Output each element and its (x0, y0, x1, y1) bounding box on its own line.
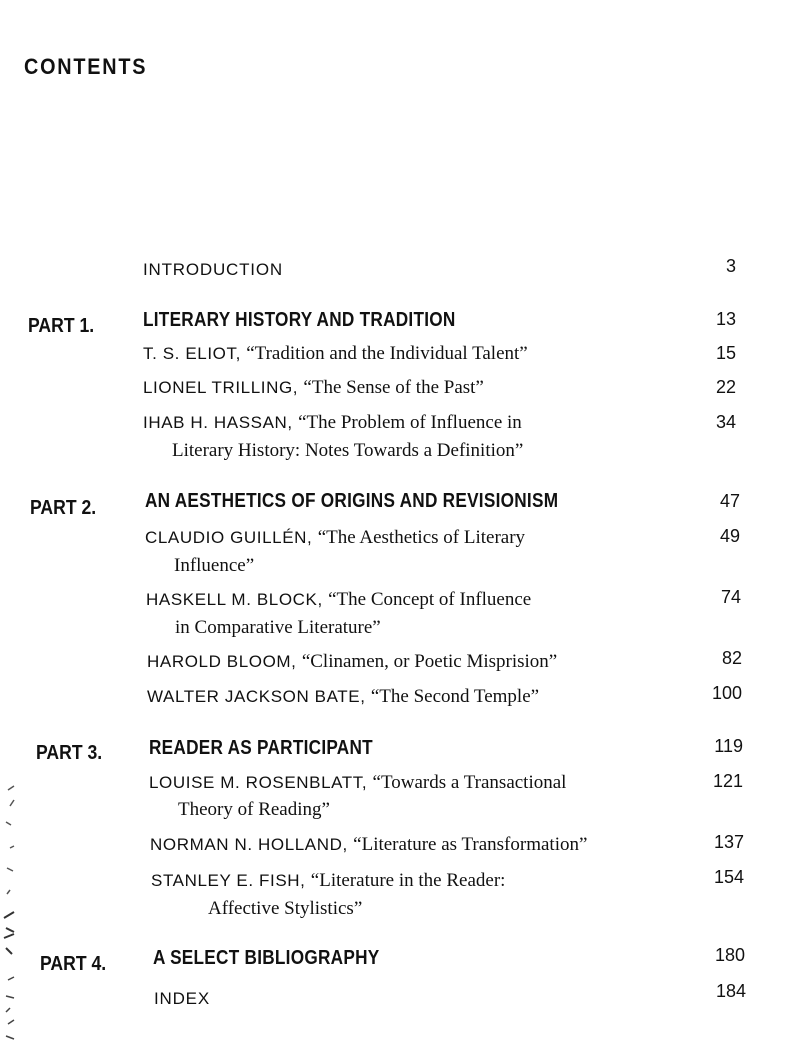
entry-title: “The Concept of Influence (328, 589, 532, 610)
entry-page: 137 (713, 832, 744, 852)
page-title: CONTENTS (24, 54, 148, 79)
entry-title-continued: in Comparative Literature” (175, 617, 381, 638)
toc-entry (151, 870, 505, 892)
entry-title: “The Problem of Influence in (298, 412, 522, 433)
part-3-page: 119 (714, 736, 743, 756)
entry-title-continued: Affective Stylistics” (208, 898, 363, 919)
part-4-title: A SELECT BIBLIOGRAPHY (153, 947, 380, 969)
part-2-page: 47 (719, 491, 740, 511)
entry-author: STANLEY E. FISH, (151, 871, 311, 890)
margin-pencil-marks (0, 770, 36, 1060)
part-1-label: PART 1. (28, 315, 95, 337)
entry-author: HAROLD BLOOM, (147, 652, 302, 671)
entry-page: 34 (715, 412, 736, 432)
toc-entry (149, 772, 566, 794)
entry-author: NORMAN N. HOLLAND, (150, 835, 354, 854)
entry-title: “The Second Temple” (370, 686, 540, 707)
entry-title: “Literature as Transformation” (353, 834, 588, 855)
toc-entry (145, 527, 525, 549)
entry-title-continued: Theory of Reading” (178, 799, 330, 820)
entry-page: 121 (712, 771, 743, 791)
introduction-label: INTRODUCTION (143, 260, 283, 279)
entry-title: “Towards a Transactional (372, 772, 567, 793)
entry-title: “Tradition and the Individual Talent” (246, 343, 528, 364)
toc-entry (147, 686, 539, 708)
entry-author: T. S. ELIOT, (143, 344, 247, 363)
entry-page: 74 (720, 587, 741, 607)
toc-entry (150, 834, 587, 856)
part-1-title: LITERARY HISTORY AND TRADITION (143, 309, 456, 331)
index-page: 184 (715, 981, 746, 1001)
toc-entry (143, 343, 528, 365)
entry-page: 22 (715, 377, 736, 397)
toc-entry (143, 412, 522, 434)
entry-page: 100 (711, 683, 742, 703)
toc-entry (147, 651, 557, 673)
part-3-title: READER AS PARTICIPANT (149, 737, 373, 759)
entry-author: WALTER JACKSON BATE, (147, 687, 371, 706)
entry-title: “The Sense of the Past” (303, 377, 484, 398)
entry-page: 82 (721, 648, 742, 668)
entry-title: “The Aesthetics of Literary (317, 527, 526, 548)
entry-page: 49 (719, 526, 740, 546)
part-2-label: PART 2. (30, 497, 97, 519)
part-3-label: PART 3. (36, 742, 103, 764)
entry-title-continued: Influence” (174, 555, 255, 576)
part-4-label: PART 4. (40, 953, 107, 975)
part-4-page: 180 (714, 945, 745, 965)
entry-author: CLAUDIO GUILLÉN, (145, 528, 318, 547)
entry-author: LOUISE M. ROSENBLATT, (149, 773, 373, 792)
entry-author: HASKELL M. BLOCK, (146, 590, 329, 609)
entry-author: LIONEL TRILLING, (143, 378, 304, 397)
toc-entry (146, 589, 531, 611)
entry-title-continued: Literary History: Notes Towards a Definition” (172, 440, 524, 461)
entry-title: “Literature in the Reader: (310, 870, 506, 891)
entry-author: IHAB H. HASSAN, (143, 413, 299, 432)
index-label: INDEX (154, 989, 210, 1008)
introduction-page: 3 (725, 256, 736, 276)
entry-page: 154 (713, 867, 744, 887)
part-2-title: AN AESTHETICS OF ORIGINS AND REVISIONISM (145, 490, 559, 512)
part-1-page: 13 (715, 309, 736, 329)
entry-title: “Clinamen, or Poetic Misprision” (301, 651, 558, 672)
toc-entry (143, 377, 484, 399)
entry-page: 15 (715, 343, 736, 363)
